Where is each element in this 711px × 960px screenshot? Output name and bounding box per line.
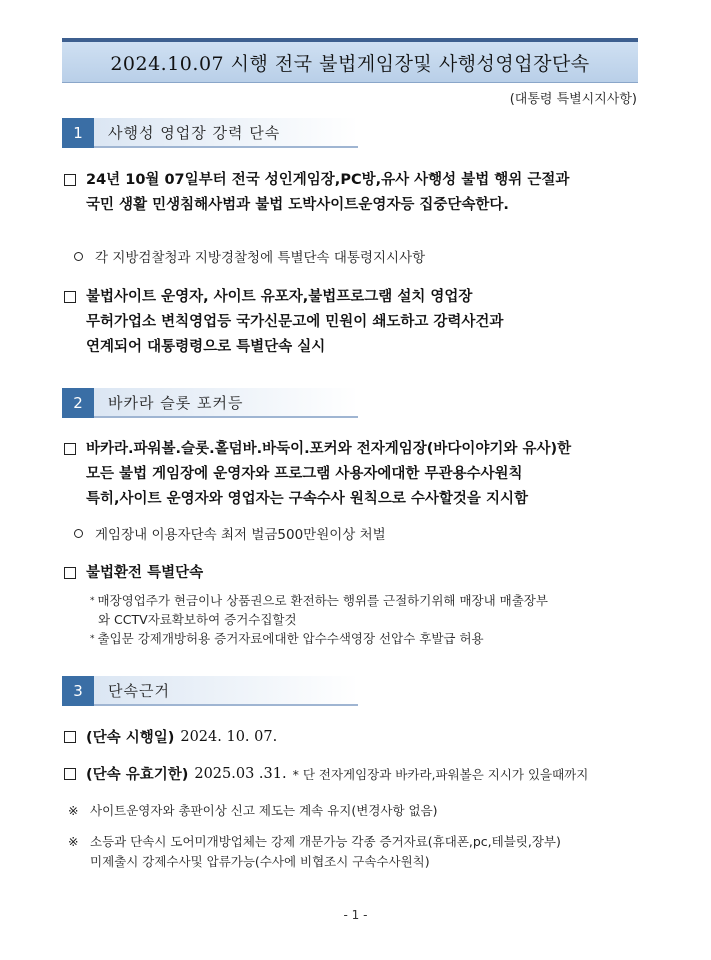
section-number: 1 xyxy=(62,118,94,148)
detail-text: 와 CCTV자료확보하여 증거수집할것 xyxy=(98,612,297,627)
section-title: 바카라 슬롯 포커등 xyxy=(94,388,358,418)
section-title: 사행성 영업장 강력 단속 xyxy=(94,118,358,148)
asterisk-mark: * xyxy=(90,634,95,644)
subitem-text: 각 지방검찰청과 지방경찰청에 특별단속 대통령지시사항 xyxy=(95,250,426,266)
list-item xyxy=(64,168,569,218)
page-number: - 1 - xyxy=(343,908,368,922)
checkbox-bullet-icon xyxy=(64,768,76,780)
checkbox-bullet-icon xyxy=(64,174,76,186)
checkbox-bullet-icon xyxy=(64,291,76,303)
asterisk-mark: * xyxy=(90,596,95,606)
list-item xyxy=(64,763,588,784)
item-value: 2025.03 .31. xyxy=(194,765,287,782)
checkbox-bullet-icon xyxy=(64,567,76,579)
item-value: 2024. 10. 07. xyxy=(180,728,278,745)
note-item xyxy=(68,801,438,821)
section-title: 단속근거 xyxy=(94,676,358,706)
detail-text: 매장영업주가 현금이나 상품권으로 환전하는 행위를 근절하기위해 매장내 매출장부 xyxy=(97,593,548,608)
section-header-1 xyxy=(62,118,358,148)
document-title: 2024.10.07 시행 전국 불법게임장및 사행성영업장단속 xyxy=(110,52,590,75)
note-text: 미제출시 강제수사및 압류가능(수사에 비협조시 구속수사원칙) xyxy=(90,854,430,869)
item-line: 24년 10월 07일부터 전국 성인게임장,PC방,유사 사행성 불법 행위 근절과 xyxy=(86,172,570,188)
item-line: 불법사이트 운영자, 사이트 유포자,불법프로그램 설치 영업장 xyxy=(86,289,473,305)
list-item xyxy=(64,285,503,360)
section-header-2 xyxy=(62,388,358,418)
note-text: 소등과 단속시 도어미개방업체는 강제 개문가능 각종 증거자료(휴대폰,pc,테블릿,장부) xyxy=(90,834,561,849)
subitem-text: 게임장내 이용자단속 최저 벌금500만원이상 처벌 xyxy=(95,527,386,543)
detail-line xyxy=(90,630,484,648)
detail-line xyxy=(90,592,548,610)
item-line: 불법환전 특별단속 xyxy=(86,565,204,581)
list-subitem xyxy=(74,523,386,543)
checkbox-bullet-icon xyxy=(64,443,76,455)
section-header-3 xyxy=(62,676,358,706)
circle-bullet-icon xyxy=(74,529,83,538)
item-line: 국민 생활 민생침해사범과 불법 도박사이트운영자등 집중단속한다. xyxy=(86,197,509,213)
note-item xyxy=(68,832,561,872)
item-line: 모든 불법 게임장에 운영자와 프로그램 사용자에대한 무관용수사원칙 xyxy=(86,466,523,482)
detail-text: 출입문 강제개방허용 증거자료에대한 압수수색영장 선압수 후발급 허용 xyxy=(97,631,484,646)
reference-mark-icon: ※ xyxy=(68,834,79,849)
list-item xyxy=(64,437,571,512)
detail-line xyxy=(98,611,297,629)
reference-mark-icon: ※ xyxy=(68,803,79,818)
list-subitem xyxy=(74,246,425,266)
section-number: 3 xyxy=(62,676,94,706)
list-item xyxy=(64,561,203,586)
document-subtitle: (대통령 특별시지사항) xyxy=(509,92,637,107)
item-line: 바카라.파워볼.슬롯.홀덤바.바둑이.포커와 전자게임장(바다이야기와 유사)한 xyxy=(86,441,572,457)
section-number: 2 xyxy=(62,388,94,418)
list-item xyxy=(64,726,277,747)
item-note: * 단 전자게임장과 바카라,파워볼은 지시가 있을때까지 xyxy=(292,766,589,782)
checkbox-bullet-icon xyxy=(64,731,76,743)
item-label: (단속 유효기한) xyxy=(86,767,189,783)
item-label: (단속 시행일) xyxy=(86,730,175,746)
item-line: 특히,사이트 운영자와 영업자는 구속수사 원칙으로 수사할것을 지시함 xyxy=(86,491,528,507)
item-line: 무허가업소 변칙영업등 국가신문고에 민원이 쇄도하고 강력사건과 xyxy=(86,314,504,330)
circle-bullet-icon xyxy=(74,252,83,261)
note-text: 사이트운영자와 총판이상 신고 제도는 계속 유지(변경사항 없음) xyxy=(90,803,438,818)
title-banner xyxy=(62,38,638,83)
item-line: 연계되어 대통령령으로 특별단속 실시 xyxy=(86,339,326,355)
